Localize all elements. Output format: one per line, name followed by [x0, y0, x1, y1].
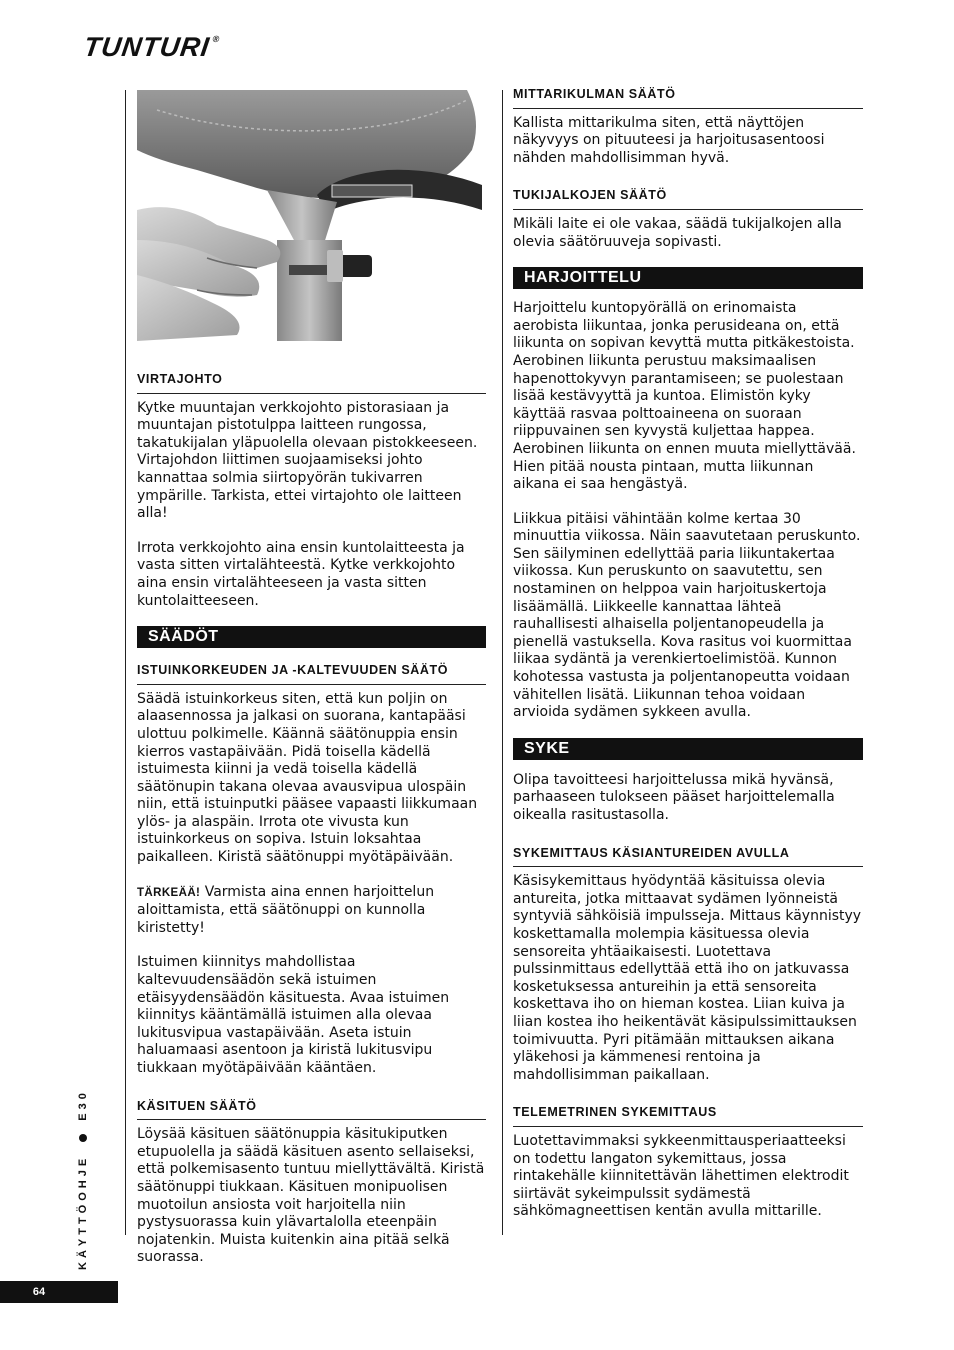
tarkeaa-text: Varmista aina ennen harjoittelun aloittamista, että säätönuppi on kunnolla kiristetty! — [137, 883, 435, 936]
tunturi-logo: TUNTURI® — [81, 32, 222, 62]
kasituki-heading: KÄSITUEN SÄÄTÖ — [137, 1098, 486, 1121]
mittari-paragraph: Kallista mittarikulma siten, että näyttöjen näkyvyys on pituuteesi ja harjoitusasentoosi nähden mahdollisimman hyvä. — [513, 114, 825, 166]
harjoittelu-paragraph-2: Liikkua pitäisi vähintään kolme kertaa 30 minuuttia viikossa. Näin saavutetaan peruskunto. Sen säilyminen edellyttää paria liikuntakertaa viikossa. Kun peruskunto on saavutettu, sen nostaminen on helppoa vain harjoituskertoja lisäämällä. Liikkeelle kannattaa lähteä rauhallisesti alhaisella poljentanopeudella ja pienellä vastuksella. Kova rasitus voi kuormittaa liikaa sydäntä ja verenkiertoelimistöä. Kunnon kohotessa vastusta ja poljentanopeutta voidaan vähitellen lisätä. Liikunnan tehoa voidaan arvioida sydämen sykkeen avulla. — [513, 510, 861, 721]
tarkeaa-paragraph — [137, 884, 486, 938]
harjoittelu-section-bar: HARJOITTELU — [513, 267, 863, 289]
istuin-paragraph-1: Säädä istuinkorkeus siten, että kun poljin on alaasennossa ja jalkasi on suorana, kantapääsi ulottuu polkimelle. Käännä säätönuppia ensin kierros vastapäivään. Pidä toisella kädellä istuimesta kiinni ja vedä toisella kädellä säätönupin takana olevaa avausvipua ulospäin niin, että istuinputki pääsee vapaasti liikkumaan ylös- ja alaspäin. Irrota ote vivusta kun istuinkorkeus on sopiva. Istuin loksahtaa paikalleen. Kiristä säätönuppi myötäpäivään. — [137, 690, 478, 866]
kasisyke-heading: SYKEMITTAUS KÄSIANTUREIDEN AVULLA — [513, 845, 863, 868]
sidebar-manual-label — [77, 1085, 93, 1270]
kasisyke-paragraph: Käsisykemittaus hyödyntää käsituissa olevia antureita, jotka mittaavat sydämen lyönneistä syntyviä sähköisiä impulsseja. Mittaus käynnistyy koskettamalla molempia käsituessa olevia sensoreita yhtäaikaisesti. Luotettava pulssinmittaus edellyttää että iho on jatkuvassa kosketuksessa antureihin ja että sensoreita koskettava iho on hieman kostea. Liian kuiva ja liian kostea iho heikentävät käsipulssimittauksen toimivuutta. Pyri pitämään mittauksen aikana yläkehosi ja kämmenesi rentoina ja mahdollisimman paikallaan. — [513, 873, 862, 1083]
tarkeaa-label: TÄRKEÄÄ! — [137, 886, 201, 899]
seat-adjustment-photo — [137, 90, 486, 341]
right-column — [513, 86, 863, 1221]
sidebar-label-right: E30 — [77, 1089, 89, 1121]
left-column — [137, 371, 486, 1267]
mittari-heading: MITTARIKULMAN SÄÄTÖ — [513, 86, 863, 109]
kasituki-paragraph: Löysää käsituen säätönuppia käsitukiputken etupuolella ja säädä käsituen asento sellaiseksi, että polkemisasento tuntuu miellyttävältä. Kiristä säätönuppi tiukkaan. Käsituen monipuolisen muotoilun ansiosta voit harjoitella niin pystysuorassa kuin ylävartalolla eteenpäin nojatenkin. Muista kuitenkin aina pitää selkä suorassa. — [137, 1126, 485, 1266]
syke-paragraph: Olipa tavoitteesi harjoittelussa mikä hyvänsä, parhaaseen tulokseen pääset harjoittelemalla oikealla rasitustasolla. — [513, 771, 835, 823]
virtajohto-heading: VIRTAJOHTO — [137, 371, 486, 394]
virtajohto-paragraph-1: Kytke muuntajan verkkojohto pistorasiaan ja muuntajan pistotulppa laitteen rungossa, takatukijalan yläpuolella olevaan pistokkeeseen. Virtajohdon liittimen suojaamiseksi johto kannattaa solmia siirtopyörän tukivarren ympärille. Tarkista, ettei virtajohto ole laitteen alla! — [137, 399, 478, 522]
column-divider-right — [502, 90, 503, 1235]
saadot-section-bar: SÄÄDÖT — [137, 626, 486, 648]
istuin-paragraph-2: Istuimen kiinnitys mahdollistaa kaltevuudensäädön sekä istuimen etäisyydensäädön käsituesta. Avaa istuimen kiinnitys kääntämällä istuimen alla olevaa lukitusvipua vastapäivään. Aseta istuin haluamaasi asentoon ja kiristä lukitusvipu tiukkaan myötäpäivään kääntäen. — [137, 954, 450, 1076]
telemetrinen-heading: TELEMETRINEN SYKEMITTAUS — [513, 1104, 863, 1127]
istuin-heading: ISTUINKORKEUDEN JA -KALTEVUUDEN SÄÄTÖ — [137, 662, 486, 685]
bullet-dot-icon — [79, 1134, 87, 1142]
telemetrinen-paragraph: Luotettavimmaksi sykkeenmittausperiaatteeksi on todettu langaton sykemittaus, jossa rintakehälle kiinnitettävän lähettimen elektrodit siirtävät sykeimpulssit sydämestä sähkömagneettisen kentän avulla mittarille. — [513, 1132, 849, 1220]
virtajohto-paragraph-2: Irrota verkkojohto aina ensin kuntolaitteesta ja vasta sitten virtalähteestä. Kytke verkkojohto aina ensin virtalähteeseen ja vasta sitten kuntolaitteeseen. — [137, 539, 465, 609]
page-number: 64 — [0, 1281, 118, 1303]
tukijalka-heading: TUKIJALKOJEN SÄÄTÖ — [513, 187, 863, 210]
syke-section-bar: SYKE — [513, 738, 863, 760]
harjoittelu-paragraph-1: Harjoittelu kuntopyörällä on erinomaista aerobista liikuntaa, jonka perusideana on, että liikunta on sopivan kevyttä mutta pitkäkestoista. Aerobinen liikunta perustuu maksimaalisen hapenottokyvyn parantamiseen; se puolestaan lisää kestävyyttä ja kuntoa. Elimistön kyky käyttää rasvaa polttoaineena on suoraan riippuvainen sen kyvystä kuljettaa happea. Aerobinen liikunta on ennen muuta miellyttävää. Hien pitää nousta pintaan, mutta liikunnan aikana ei saa hengästyä. — [513, 300, 856, 493]
column-divider-left — [125, 90, 126, 1235]
sidebar-label-left: KÄYTTÖOHJE — [77, 1154, 89, 1270]
tukijalka-paragraph: Mikäli laite ei ole vakaa, säädä tukijalkojen alla olevia säätöruuveja sopivasti. — [513, 215, 842, 250]
